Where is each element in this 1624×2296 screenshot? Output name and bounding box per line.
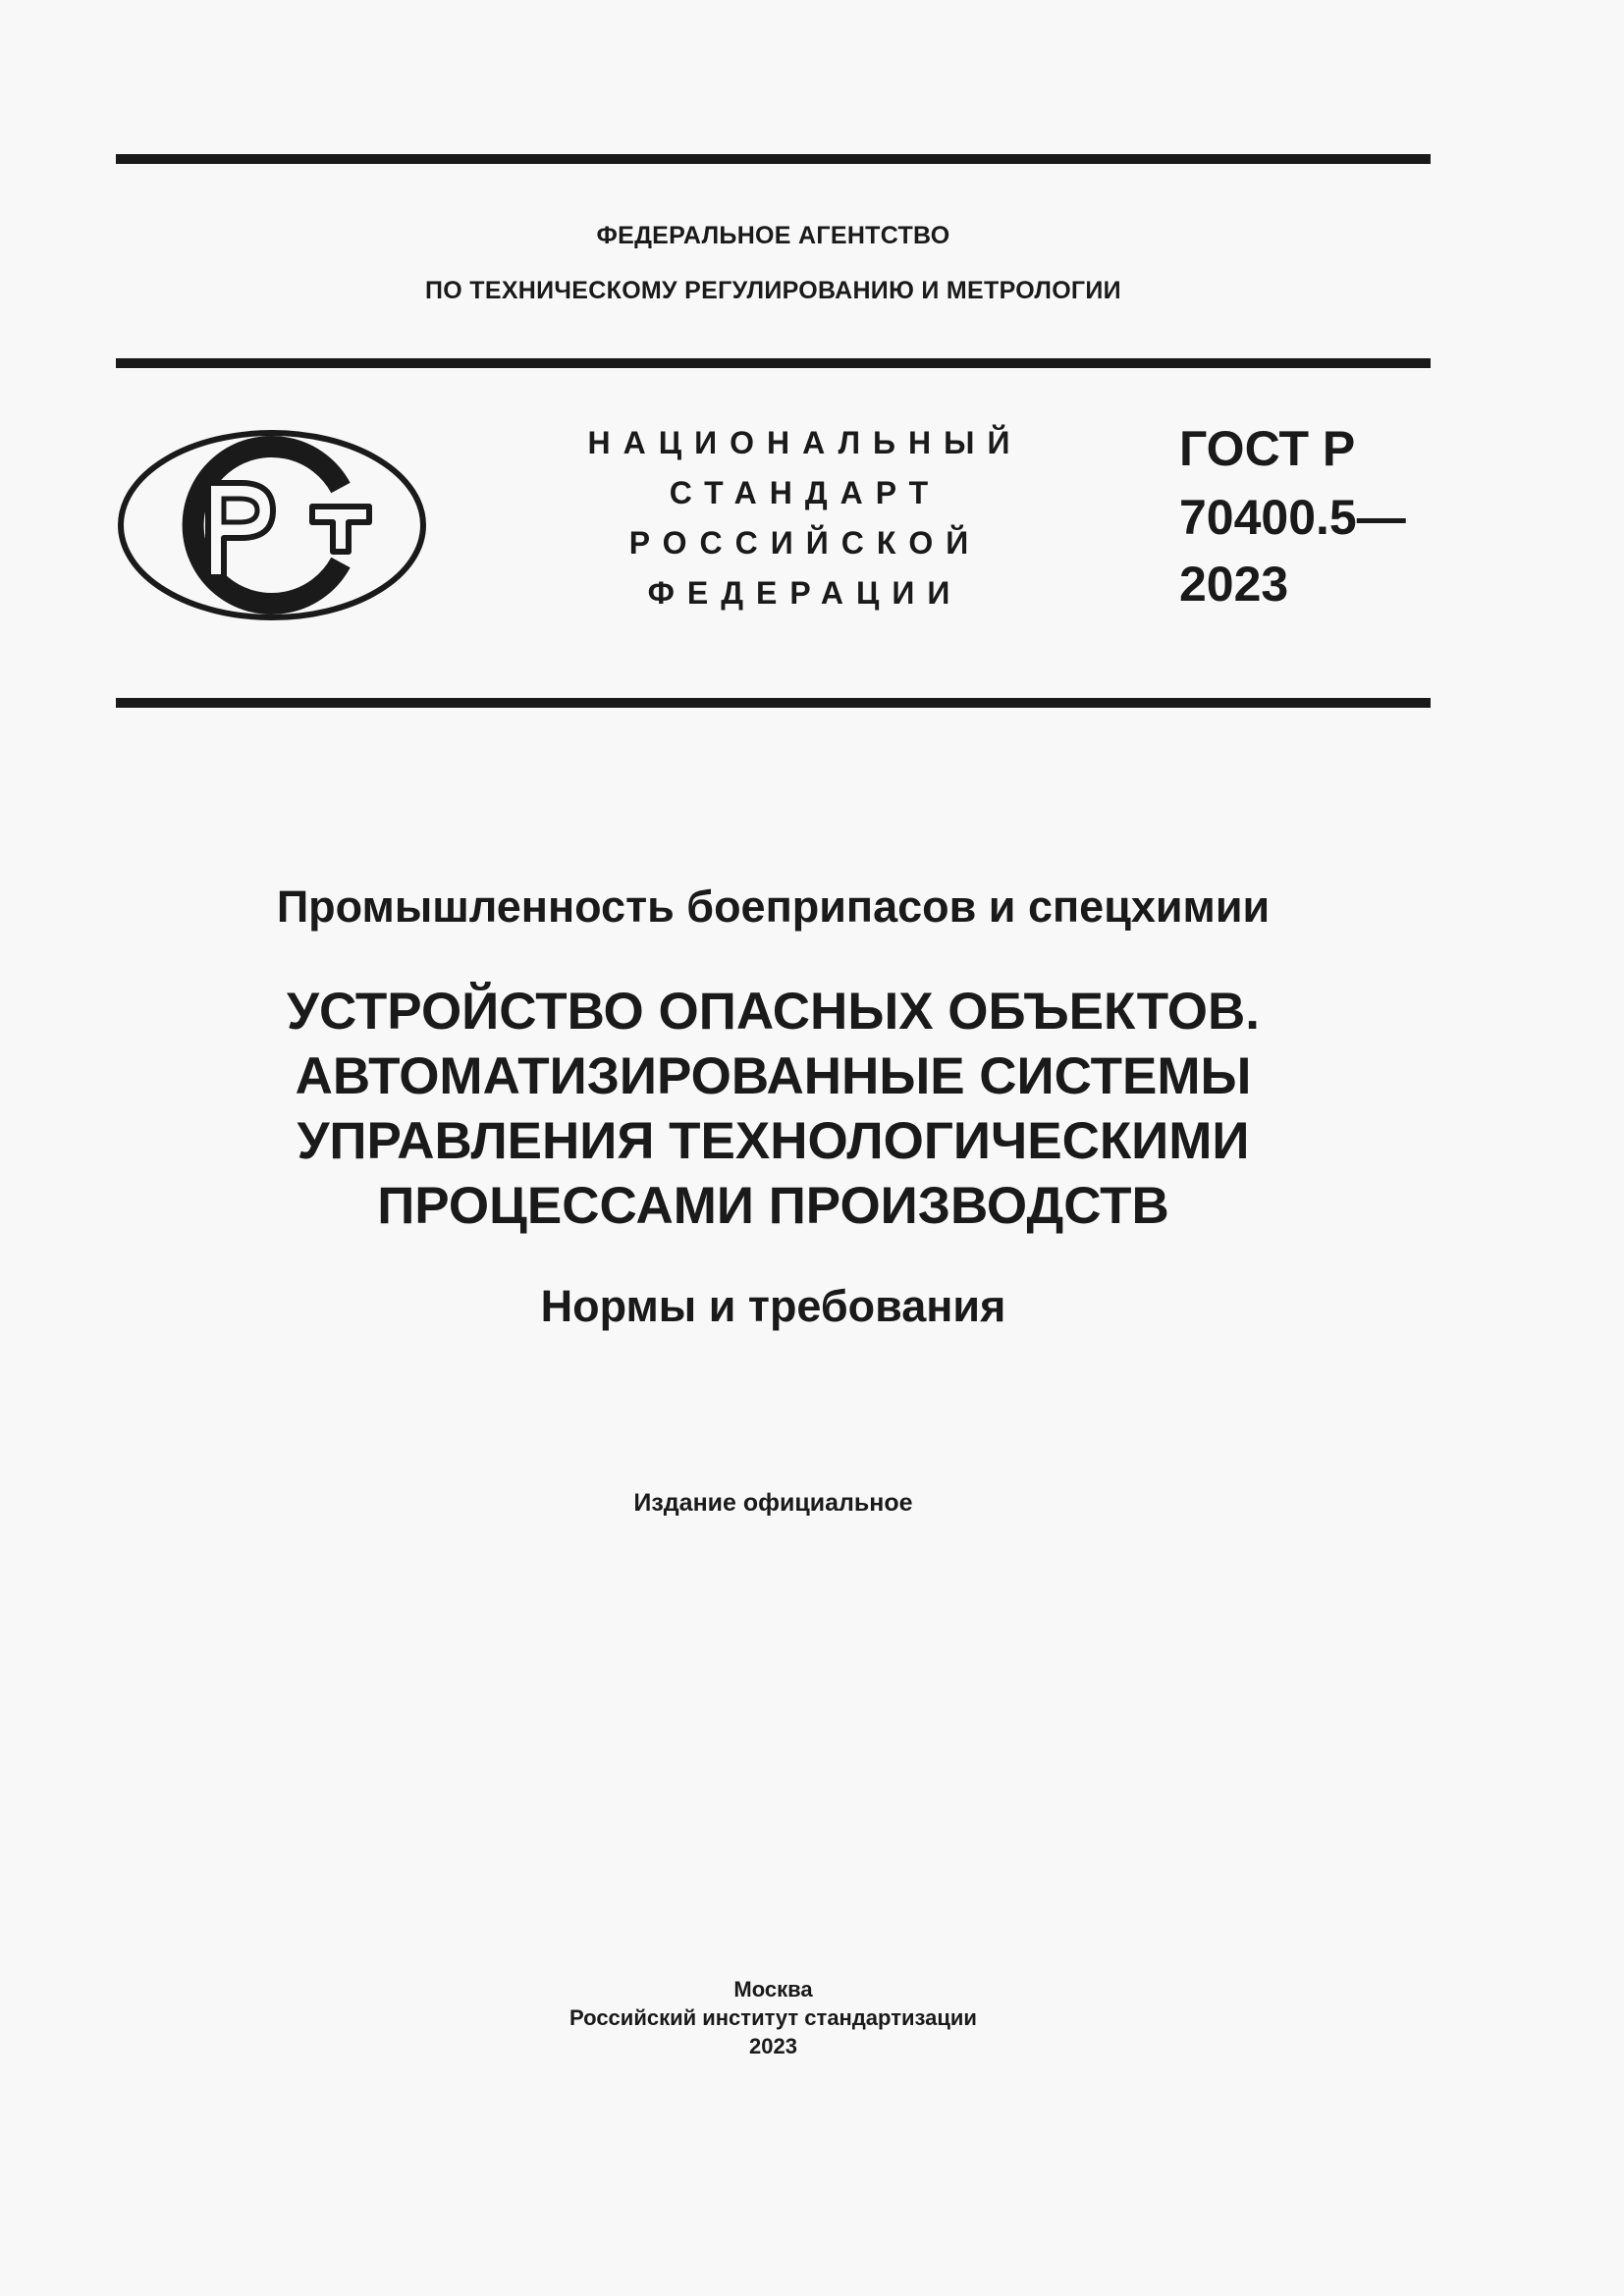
top-rule [116, 154, 1431, 164]
imprint-city: Москва [733, 1977, 813, 2002]
title-line-1: УСТРОЙСТВО ОПАСНЫХ ОБЪЕКТОВ. [287, 983, 1260, 1041]
rst-certification-mark-icon [116, 428, 428, 622]
title-line-4: ПРОЦЕССАМИ ПРОИЗВОДСТВ [377, 1177, 1169, 1235]
agency-name-line-1: ФЕДЕРАЛЬНОЕ АГЕНТСТВО [596, 222, 950, 249]
edition-label: Издание официальное [633, 1489, 913, 1517]
gost-designation-line-3: 2023 [1179, 557, 1289, 612]
agency-name-line-2: ПО ТЕХНИЧЕСКОМУ РЕГУЛИРОВАНИЮ И МЕТРОЛОГИИ [425, 277, 1121, 304]
subject-heading: Промышленность боеприпасов и спецхимии [276, 881, 1271, 932]
designation-rule [116, 698, 1431, 708]
standard-type-line-4: ФЕДЕРАЦИИ [647, 575, 963, 611]
subtitle: Нормы и требования [540, 1281, 1006, 1331]
standard-type-line-2: СТАНДАРТ [669, 475, 942, 510]
standard-type-line-3: РОССИЙСКОЙ [628, 525, 982, 561]
gost-designation-line-2: 70400.5— [1179, 490, 1406, 545]
title-line-3: УПРАВЛЕНИЯ ТЕХНОЛОГИЧЕСКИМИ [297, 1112, 1250, 1170]
header-rule [116, 358, 1431, 368]
gost-designation-line-1: ГОСТ Р [1179, 421, 1356, 476]
title-line-2: АВТОМАТИЗИРОВАННЫЕ СИСТЕМЫ [295, 1047, 1252, 1105]
imprint-year: 2023 [749, 2034, 797, 2058]
standard-type-line-1: НАЦИОНАЛЬНЫЙ [587, 425, 1023, 460]
imprint-publisher: Российский институт стандартизации [569, 2005, 977, 2030]
